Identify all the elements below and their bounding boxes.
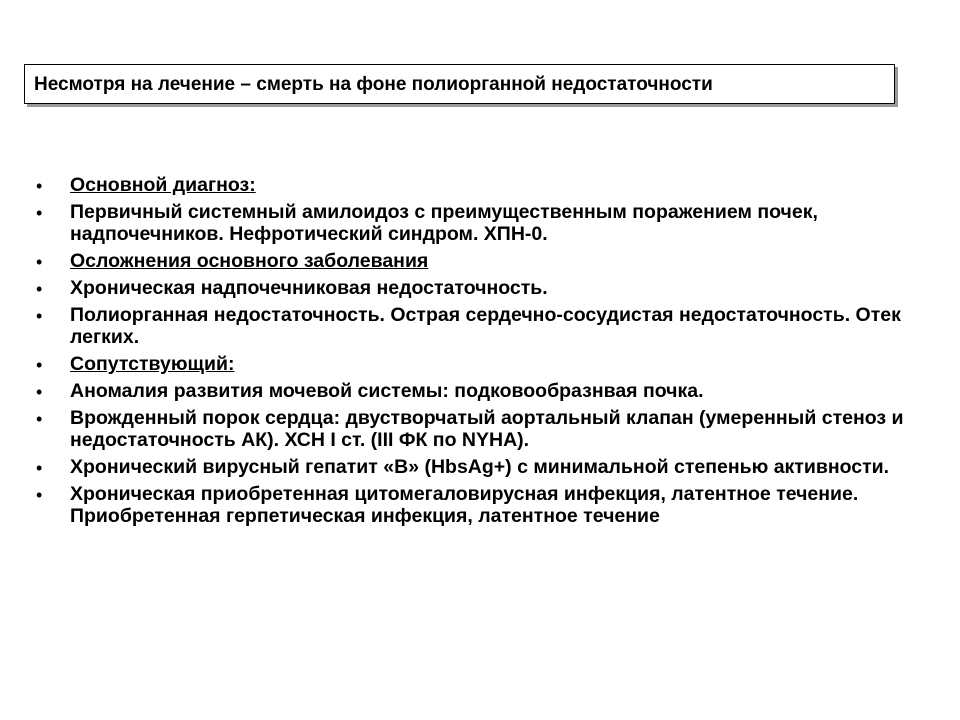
list-item <box>36 201 936 245</box>
bullet-icon: • <box>36 409 43 429</box>
bullet-list <box>36 174 936 532</box>
bullet-icon: • <box>36 355 43 375</box>
list-item-text: Полиорганная недостаточность. Острая сердечно-сосудистая недостаточность. Отек легких. <box>70 304 901 348</box>
bullet-icon: • <box>36 382 43 402</box>
slide-title: Несмотря на лечение – смерть на фоне полиорганной недостаточности <box>34 74 713 95</box>
bullet-icon: • <box>36 279 43 299</box>
bullet-icon: • <box>36 306 43 326</box>
list-item <box>36 380 936 402</box>
list-item <box>36 304 936 348</box>
list-item-text: Хроническая приобретенная цитомегаловирусная инфекция, латентное течение. Приобретенная герпетическая инфекция, латентное течение <box>70 483 859 527</box>
list-item-text: Аномалия развития мочевой системы: подковообразнвая почка. <box>70 380 704 402</box>
list-item <box>36 483 936 527</box>
list-item-text: Врожденный порок сердца: двустворчатый аортальный клапан (умеренный стеноз и недостаточность АК). ХСН I ст. (III ФК по NYHA). <box>70 407 904 451</box>
list-item-text: Хронический вирусный гепатит «В» (HbsAg+) с минимальной степенью активности. <box>70 456 890 478</box>
bullet-icon: • <box>36 203 43 223</box>
list-item-text: Первичный системный амилоидоз с преимущественным поражением почек, надпочечников. Нефротический синдром. ХПН-0. <box>70 201 818 245</box>
list-item <box>36 353 936 375</box>
bullet-icon: • <box>36 458 43 478</box>
list-item <box>36 456 936 478</box>
list-item <box>36 250 936 272</box>
list-item-text: Хроническая надпочечниковая недостаточность. <box>70 277 548 299</box>
list-item <box>36 407 936 451</box>
bullet-icon: • <box>36 176 43 196</box>
bullet-icon: • <box>36 252 43 272</box>
main-diagnosis-heading: Основной диагноз: <box>70 174 256 196</box>
complications-heading: Осложнения основного заболевания <box>70 250 429 272</box>
bullet-icon: • <box>36 485 43 505</box>
concomitant-heading: Сопутствующий: <box>70 353 235 375</box>
list-item <box>36 174 936 196</box>
slide-title-box <box>24 64 895 104</box>
list-item <box>36 277 936 299</box>
